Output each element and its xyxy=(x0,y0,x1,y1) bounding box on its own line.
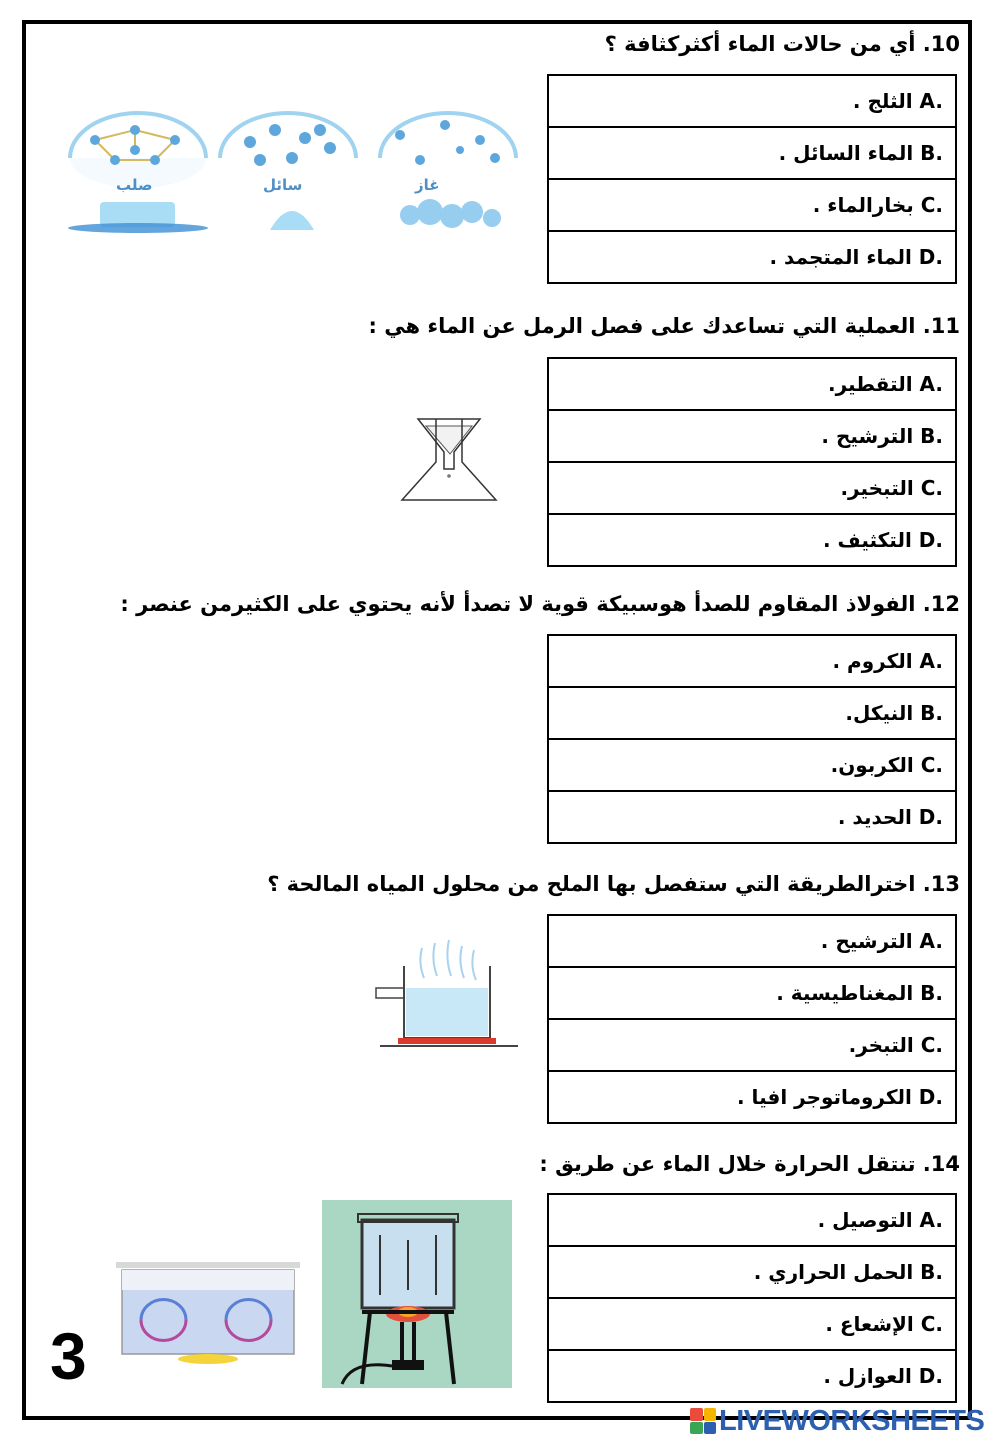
liquid-label: سائل xyxy=(263,176,303,194)
question-13-title: 13. اخترالطريقة التي ستفصل بها الملح من محلول المياه المالحة ؟ xyxy=(267,872,960,896)
page-number: 3 xyxy=(50,1319,87,1393)
question-14-title: 14. تنتقل الحرارة خلال الماء عن طريق : xyxy=(539,1152,960,1176)
q13-option-c[interactable]: C. التبخر. xyxy=(549,1020,955,1072)
water-states-illustration xyxy=(60,100,530,245)
solid-state-icon xyxy=(68,113,208,233)
convection-pan-illustration xyxy=(116,1260,300,1364)
q11-option-c[interactable]: C. التبخير. xyxy=(549,463,955,515)
question-14-options xyxy=(547,1193,957,1403)
q12-option-d[interactable]: D. الحديد . xyxy=(837,805,943,829)
q13-option-d[interactable]: D. الكروماتوجر افيا . xyxy=(737,1085,943,1109)
question-10-title: 10. أي من حالات الماء أكثركثافة ؟ xyxy=(604,32,960,56)
q14-option-a[interactable]: A. التوصيل . xyxy=(549,1195,955,1247)
liveworksheets-logo[interactable] xyxy=(690,1402,984,1440)
q13-option-a[interactable]: A. الترشيح . xyxy=(549,916,955,968)
question-12-title: 12. الفولاذ المقاوم للصدأ هوسبيكة قوية لا تصدأ لأنه يحتوي على الكثيرمن عنصر : xyxy=(120,592,960,616)
q12-option-b[interactable]: B. النيكل. xyxy=(549,688,955,740)
filtration-funnel-illustration xyxy=(398,414,500,504)
convection-beaker-burner-illustration xyxy=(322,1200,512,1388)
gas-state-icon xyxy=(380,113,516,228)
q11-option-d[interactable]: D. التكثيف . xyxy=(822,528,943,552)
liquid-state-icon xyxy=(220,113,356,230)
question-10-options xyxy=(547,74,957,284)
q13-option-b[interactable]: B. المغناطيسية . xyxy=(549,968,955,1020)
liveworksheets-icon xyxy=(690,1408,716,1434)
q11-option-b[interactable]: B. الترشيح . xyxy=(549,411,955,463)
q14-option-d[interactable]: D. العوازل . xyxy=(823,1364,943,1388)
question-12-options xyxy=(547,634,957,844)
q10-option-c[interactable]: C. بخارالماء . xyxy=(549,180,955,232)
gas-label: غاز xyxy=(415,176,440,194)
q10-option-b[interactable]: B. الماء السائل . xyxy=(549,128,955,180)
q12-option-c[interactable]: C. الكربون. xyxy=(549,740,955,792)
q14-option-b[interactable]: B. الحمل الحراري . xyxy=(549,1247,955,1299)
brand-text: LIVEWORKSHEETS xyxy=(719,1404,985,1437)
question-13-options xyxy=(547,914,957,1124)
q12-option-a[interactable]: A. الكروم . xyxy=(549,636,955,688)
q10-option-a[interactable]: A. الثلج . xyxy=(549,76,955,128)
q10-option-d[interactable]: D. الماء المتجمد . xyxy=(769,245,943,269)
question-11-title: 11. العملية التي تساعدك على فصل الرمل عن الماء هي : xyxy=(368,314,960,338)
q11-option-a[interactable]: A. التقطير. xyxy=(549,359,955,411)
q14-option-c[interactable]: C. الإشعاع . xyxy=(549,1299,955,1351)
question-11-options xyxy=(547,357,957,567)
evaporation-beaker-illustration xyxy=(372,938,520,1050)
solid-label: صلب xyxy=(116,176,153,194)
